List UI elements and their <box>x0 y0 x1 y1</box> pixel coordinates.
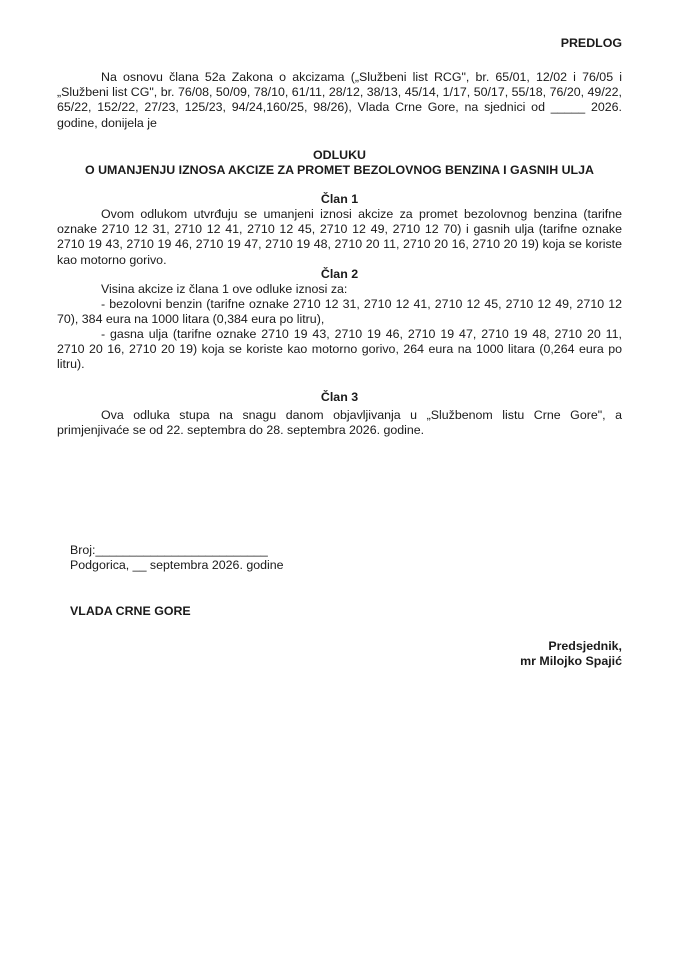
article-3-text: Ova odluka stupa na snagu danom objavljivanja u „Službenom listu Crne Gore", a primjenjivaće se od 22. septembra do 28. septembra 2026. godine. <box>57 408 622 438</box>
proposal-label: PREDLOG <box>560 36 622 50</box>
signatory-title: Predsjednik, <box>548 639 622 653</box>
government-name: VLADA CRNE GORE <box>70 604 191 618</box>
signatory-name: mr Milojko Spajić <box>520 654 622 668</box>
article-2-intro: Visina akcize iz člana 1 ove odluke iznosi za: <box>101 282 348 296</box>
article-3-heading: Član 3 <box>320 390 359 404</box>
article-2-item-2 <box>57 327 622 373</box>
article-2-heading: Član 2 <box>320 267 359 281</box>
article-2-intro-paragraph <box>57 282 622 297</box>
article-1-heading: Član 1 <box>320 192 359 206</box>
decision-subtitle: O UMANJENJU IZNOSA AKCIZE ZA PROMET BEZOLOVNOG BENZINA I GASNIH ULJA <box>85 163 594 177</box>
article-2-item-1 <box>57 297 622 327</box>
article-2-item-2-text: - gasna ulja (tarifne oznake 2710 19 43, 2710 19 46, 2710 19 47, 2710 19 48, 2710 20 11, 2710 20 16, 2710 20 19) koja se koriste kao motorno gorivo, 264 eura na 1000 litara (0,264 eura po litru). <box>57 327 622 372</box>
decision-title: ODLUKU <box>313 148 366 162</box>
article-3-paragraph <box>57 408 622 438</box>
article-1-text: Ovom odlukom utvrđuju se umanjeni iznosi akcize za promet bezolovnog benzina (tarifne oznake 2710 12 31, 2710 12 41, 2710 12 45, 2710 12 49, 2710 12 70) i gasnih ulja (tarifne oznake 2710 19 43, 2710 19 46, 2710 19 47, 2710 19 48, 2710 20 11, 2710 20 16, 2710 20 19) koja se koriste kao motorno gorivo. <box>57 207 622 267</box>
article-1-paragraph <box>57 207 622 268</box>
preamble-paragraph <box>57 70 622 131</box>
article-2-item-1-text: - bezolovni benzin (tarifne oznake 2710 12 31, 2710 12 41, 2710 12 45, 2710 12 49, 2710 12 70), 384 eura na 1000 litara (0,384 eura po litru), <box>57 297 622 327</box>
preamble-text: Na osnovu člana 52a Zakona o akcizama („Službeni list RCG", br. 65/01, 12/02 i 76/05 i „Službeni list CG", br. 76/08, 50/09, 78/10, 61/11, 28/12, 38/13, 45/14, 1/17, 50/17, 55/18, 76/20, 49/22, 65/22, 152/22, 27/23, 125/23, 94/24,160/25, 98/26), Vlada Crne Gore, na sjednici od _____ 2026. godine, donijela je <box>57 70 622 130</box>
document-number: Broj:_________________________ <box>70 543 268 557</box>
place-and-date: Podgorica, __ septembra 2026. godine <box>70 558 284 572</box>
